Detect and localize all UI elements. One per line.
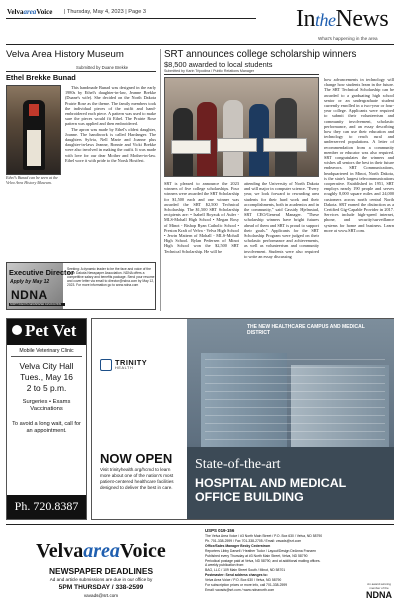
trinity-now-open: NOW OPEN <box>100 451 173 466</box>
award-line-1: An award-winning <box>367 582 391 586</box>
section-tagline: What's happening in the area <box>318 36 378 41</box>
petvet-phone-bar[interactable] <box>7 495 86 519</box>
trinity-ad[interactable] <box>91 318 394 520</box>
bunad-photo <box>6 85 61 175</box>
scholarship-headline: SRT announces college scholarship winners <box>164 49 357 60</box>
brand-area: area <box>23 8 37 16</box>
petvet-note: To avoid a long wait, call for an appointment. <box>12 421 81 434</box>
award-line-2: member of the <box>369 586 389 590</box>
footer-area: area <box>83 540 120 562</box>
award-badge <box>362 582 396 600</box>
museum-byline-rule <box>6 71 156 72</box>
petvet-header <box>7 319 86 345</box>
info-line: BAG, LLC / 109 Main Street South / Minot, ND 58701 <box>205 568 286 573</box>
info-line: Published every Thursday at #3 North Main Street, Velva, ND 58790 <box>205 553 308 558</box>
petvet-ad[interactable] <box>6 318 87 520</box>
trinity-logo-icon <box>100 359 112 371</box>
petvet-rule-1 <box>11 356 82 357</box>
petvet-phone: Ph. 720.8387 <box>14 499 79 513</box>
footer-top-rule <box>6 524 394 525</box>
masthead-brand <box>7 8 52 16</box>
scholarship-col-3: how advancements in technology will change how students learn in the future. The SRT Technical Scholarship can be awarded to a graduating high school senior or an undergraduate student currently enrolled in a two-year or four-year college. Applicants were required to submit their volunteerism and community involvement, scholastic performance, and an essay describing how they can use their education and technology to reach rural and underserved populations. A letter of recommendation from a community member or educator was also required. SRT congratulates the winners and wishes all seniors the best in their future endeavors. SRT Communications, headquartered in Minot, North Dakota, is the state's largest telecommunications cooperative. Established in 1951, SRT employs nearly 190 people and serves roughly 8,000 square miles and 24,000 customers across north central North Dakota. SRT earned the distinction as a Certified Gig-Capable Provider in 2017. Services include high-speed internet, phone, and security/surveillance systems for home and business. Learn more at www.SRT.com. <box>324 77 394 233</box>
winners-photo <box>164 77 319 177</box>
scholarship-subheadline: $8,500 awarded to local students <box>164 60 273 69</box>
footer-logo <box>6 540 196 563</box>
check-board-3 <box>263 138 307 152</box>
petvet-name: Pet Vet <box>25 321 77 340</box>
section-in: In <box>296 6 315 32</box>
ndna-ad-text: Seeking: A dynamic leader to be the face and voice of the North Dakota Newspaper Association. NDNA offers a competitive salary and benefits package. Send your resume and cover letter via email to director@ndna.com by May 12, 2023. For more information go to www.ndna.com <box>67 267 155 287</box>
museum-subhead: Ethel Brekke Bunad <box>6 73 76 82</box>
info-line: A weekly publication from: <box>205 563 245 568</box>
museum-byline: Submitted by Duane Brekke <box>76 65 129 70</box>
check-board-1 <box>171 140 211 154</box>
scholarship-byline-rule <box>164 74 319 75</box>
petvet-date: Tues., May 16 <box>20 372 73 382</box>
info-line: For subscription prices or more info, call 701-338-2599 <box>205 583 288 588</box>
state-of-art-text: State-of-the-art <box>195 457 281 472</box>
scholarship-byline: Submitted by Karin Tripodina / Public Relations Manager <box>164 69 255 73</box>
section-news: News <box>335 6 389 32</box>
deadlines-text: Ad and article submissions are due in our office by <box>49 577 153 582</box>
check-board-2 <box>217 138 257 152</box>
publication-info <box>205 528 355 593</box>
museum-article <box>6 49 156 259</box>
scholarship-col-2: attending the University of North Dakota and will major in computer science. "Every year, we look forward to rewarding area students for their hard work and their accomplishments, both in academics and in the community," said Cassidy Hjelmstad, SRT CEO/General Manager. "These scholarship winners have bright futures ahead of them and SRT is proud to support their goals." Applicants for the SRT Scholarship Program were judged on their scholastic performance and achievements, as well as volunteerism and community involvement. Students were also required to write an essay discussing <box>244 181 319 259</box>
photo-caption: Ethel's Bunad can be seen at the Velva Area History Museum. <box>6 175 58 185</box>
deadlines-title: NEWSPAPER DEADLINES <box>48 566 154 576</box>
info-line: Periodical postage paid at Velva, ND 58790, and at additional mailing offices. <box>205 558 321 563</box>
hospital-photo-heading: THE NEW HEALTHCARE CAMPUS AND MEDICAL DISTRICT <box>247 324 365 336</box>
hospital-photo <box>187 319 394 519</box>
ndna-ad-title: Executive Director <box>9 268 74 277</box>
ndna-ad-logo: NDNA <box>11 288 48 302</box>
petvet-services: Surgeries • Exams Vaccinations <box>22 399 71 412</box>
ndna-ad-org-full: NORTH DAKOTA NEWSPAPER ASSOCIATION <box>9 303 65 306</box>
info-line: The Velva Area Voice / #3 North Main Street / P.O. Box 630 / Velva, ND 58790 <box>205 534 323 538</box>
section-title <box>296 6 388 33</box>
footer-email[interactable]: vavads@srt.com <box>83 593 119 598</box>
petvet-time: 2 to 5 p.m. <box>26 383 67 393</box>
info-line: Office/Sales Manager Becky Cederstrom <box>205 543 271 548</box>
info-line: Ph. 701-338-2599 / Fax 701-338-2705 / Email: vavads@srt.com <box>205 538 302 543</box>
hospital-windows <box>205 359 385 445</box>
info-line: Reporters Libby Darsell / Heather Tudor / Layout/Design DeAnna Franzen <box>205 548 317 553</box>
brand-velva: Velva <box>7 8 24 16</box>
ndna-ad-apply: Apply by May 12 <box>10 279 50 285</box>
scholarship-col-1: SRT is pleased to announce the 2023 winners of five college scholarships. Four winners were awarded the SRT Scholarship for $1,500 each and one winner was awarded the SRT $2,500 Technical Scholarship. The $1,500 SRT Scholarship recipients are: • Isabell Boyzuk of Auler - MLS-Mohall High School • Megan Rosy of Minot - Bishop Ryan Catholic School • Preston Kraft of Velva - Velva High School • Jewin Mattern of Mohall - MLS-Mohall High School. Rylan Pedersen of Minot High School won the $2,500 SRT Technical Scholarship. He will be <box>164 181 239 254</box>
ndna-director-ad[interactable] <box>6 262 156 310</box>
museum-paragraph: The apron was made by Ethel's oldest daughter, Joanne. The handiwork is called Hardanger. The daughters Sylvia, Nell Marie and Joanne plus daughter-in-laws Jeanne, Bonnie and Vicki Brekke were also involved in making the outfit. It was made with love for our dear Mother and Mother-in-law. Ethel wore it with pride to the Norsk Hostfest. <box>65 126 156 163</box>
info-line: Email: vavads@srt.com / www.ndnanorth.com <box>205 587 275 592</box>
bunad-apron <box>27 130 41 166</box>
museum-paragraph: This handmade Bunad was designed in the early 1980s by Ethel's daughter-in-law, Jeanne Brekke (Duane's wife). She decided on the North Dakota Prairie Rose as the theme. The family members took the individual pieces of the outfit and hand-embroidered each piece. A pattern was used to make sure the pieces would fit Ethel. The Prairie Rose pattern was applied and then embroidered. <box>65 85 156 127</box>
issue-line: | Thursday, May 4, 2023 | Page 3 <box>64 9 146 15</box>
museum-headline: Velva Area History Museum <box>6 49 124 60</box>
masthead <box>0 0 400 44</box>
award-ndna-logo: NDNA <box>366 590 392 600</box>
scholarship-article <box>164 49 394 309</box>
footer-brand <box>6 540 196 563</box>
header-bottom-rule <box>6 44 394 45</box>
petvet-location: Velva City Hall <box>19 361 74 371</box>
trinity-brand: TRINITY <box>115 358 148 367</box>
section-the: the <box>315 10 336 30</box>
footer-velva: Velva <box>36 540 84 562</box>
petvet-paw-icon <box>12 325 22 335</box>
hospital-building-text: HOSPITAL AND MEDICAL OFFICE BUILDING <box>195 476 346 504</box>
trinity-visit-text: Visit trinityhealth.org/hcmd to learn more about one of the nation's most patient-centered healthcare facilities designed to deliver the best in care. <box>100 467 174 490</box>
column-divider <box>160 49 161 311</box>
masthead-divider <box>6 18 256 19</box>
footer-voice: Voice <box>119 540 166 562</box>
bunad-collar <box>29 104 39 116</box>
info-line: Velva Area Voice / P.O. Box 630 / Velva, ND 58790 <box>205 578 282 583</box>
trinity-brand-sub: HEALTH <box>115 366 134 370</box>
usps-number: USPS 019-156 <box>205 528 235 533</box>
brand-voice: Voice <box>36 8 53 16</box>
info-line: Postmaster: Send address changes to: <box>205 573 268 578</box>
petvet-clinic: Mobile Veterinary Clinic <box>19 348 74 354</box>
deadline-time: 5PM THURSDAY / 338-2599 <box>58 584 144 591</box>
museum-body <box>65 85 156 163</box>
